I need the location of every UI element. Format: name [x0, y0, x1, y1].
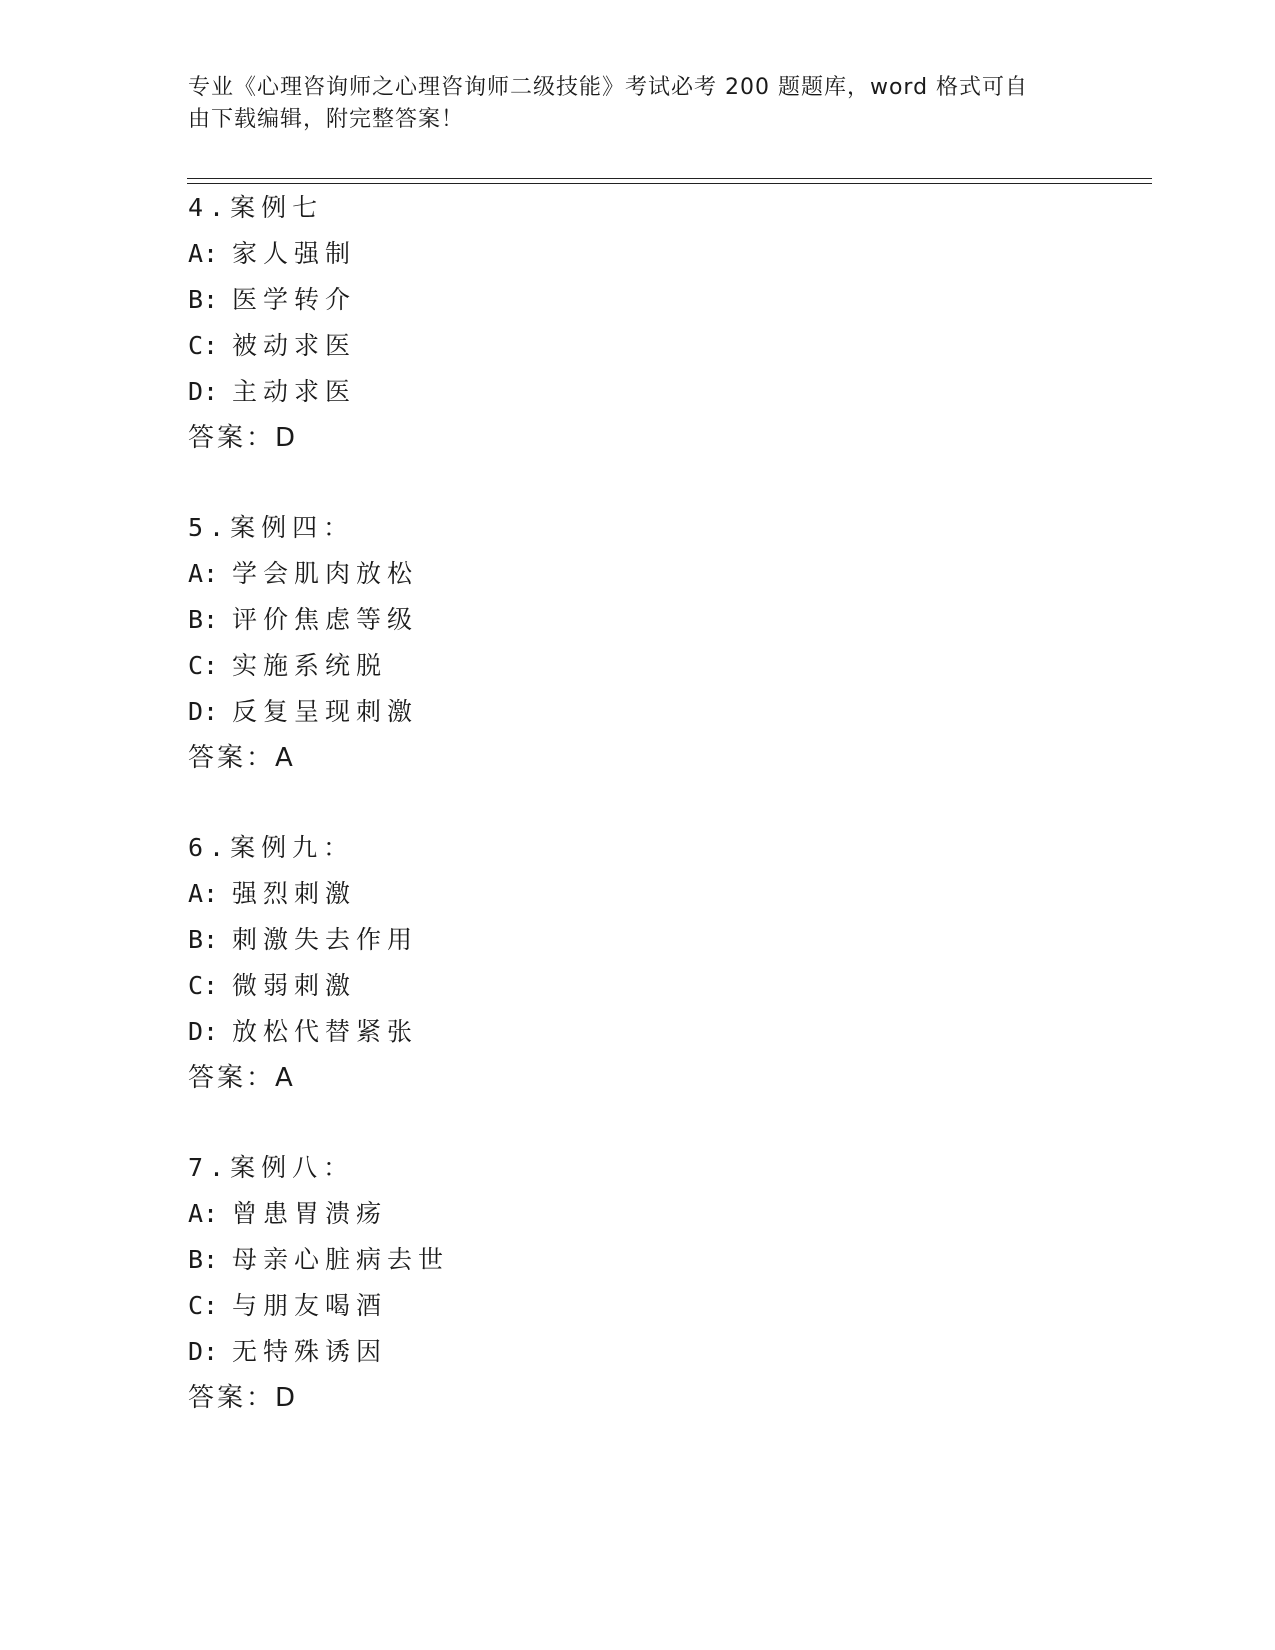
option-b: [188, 597, 1088, 643]
option-key: B:: [188, 285, 219, 314]
option-b: [188, 1237, 1088, 1283]
option-key: C:: [188, 331, 219, 360]
option-text: 学会肌肉放松: [232, 559, 419, 588]
option-key: B:: [188, 925, 219, 954]
option-key: B:: [188, 605, 219, 634]
option-a: [188, 871, 1088, 917]
option-text: 母亲心脏病去世: [232, 1245, 450, 1274]
option-c: [188, 643, 1088, 689]
question-block: [188, 505, 1088, 781]
option-text: 无特殊诱因: [232, 1337, 388, 1366]
option-text: 医学转介: [232, 285, 357, 314]
option-text: 实施系统脱: [232, 651, 388, 680]
option-b: [188, 917, 1088, 963]
question-title: 5.案例四：: [188, 513, 355, 542]
option-d: [188, 1009, 1088, 1055]
option-text: 评价焦虑等级: [232, 605, 419, 634]
option-a: [188, 231, 1088, 277]
document-intro: [188, 72, 1068, 136]
option-key: A:: [188, 1199, 219, 1228]
option-text: 家人强制: [232, 239, 357, 268]
intro-line-1: 专业《心理咨询师之心理咨询师二级技能》考试必考 200 题题库，word 格式可自: [188, 75, 1029, 100]
option-key: C:: [188, 651, 219, 680]
option-text: 强烈刺激: [232, 879, 357, 908]
option-b: [188, 277, 1088, 323]
option-text: 刺激失去作用: [232, 925, 419, 954]
answer-line: 答案：D: [188, 423, 299, 453]
option-text: 曾患胃溃疡: [232, 1199, 388, 1228]
option-text: 被动求医: [232, 331, 357, 360]
question-block: [188, 1145, 1088, 1421]
question-title: 4.案例七: [188, 193, 324, 222]
option-a: [188, 1191, 1088, 1237]
question-block: [188, 825, 1088, 1101]
option-c: [188, 323, 1088, 369]
header-divider-top: [187, 178, 1152, 179]
answer-line: 答案：D: [188, 1383, 299, 1413]
question-block: [188, 185, 1088, 461]
option-text: 放松代替紧张: [232, 1017, 419, 1046]
option-d: [188, 1329, 1088, 1375]
option-text: 微弱刺激: [232, 971, 357, 1000]
question-title: 7.案例八：: [188, 1153, 355, 1182]
answer-line: 答案：A: [188, 1063, 296, 1093]
option-text: 主动求医: [232, 377, 357, 406]
option-c: [188, 1283, 1088, 1329]
option-text: 反复呈现刺激: [232, 697, 419, 726]
option-text: 与朋友喝酒: [232, 1291, 388, 1320]
option-c: [188, 963, 1088, 1009]
header-divider-bottom: [187, 183, 1152, 184]
option-key: D:: [188, 1337, 219, 1366]
option-key: A:: [188, 879, 219, 908]
option-key: A:: [188, 559, 219, 588]
option-key: C:: [188, 1291, 219, 1320]
option-key: D:: [188, 1017, 219, 1046]
option-key: C:: [188, 971, 219, 1000]
question-title: 6.案例九：: [188, 833, 355, 862]
option-d: [188, 689, 1088, 735]
option-key: D:: [188, 377, 219, 406]
option-d: [188, 369, 1088, 415]
option-key: B:: [188, 1245, 219, 1274]
option-a: [188, 551, 1088, 597]
option-key: D:: [188, 697, 219, 726]
intro-line-2: 由下载编辑，附完整答案！: [188, 107, 465, 132]
answer-line: 答案：A: [188, 743, 296, 773]
option-key: A:: [188, 239, 219, 268]
